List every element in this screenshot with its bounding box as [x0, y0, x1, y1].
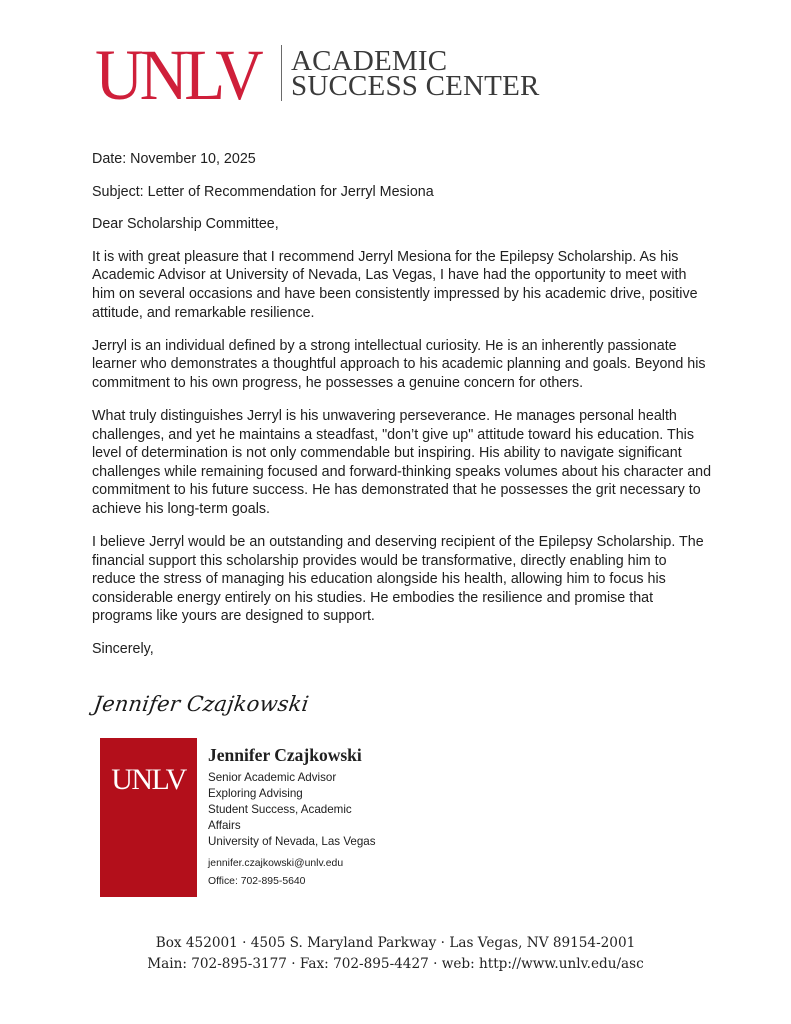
letter-paragraph: I believe Jerryl would be an outstanding and deserving recipient of the Epilepsy Scholarship. The financial support this scholarship provides would be transformative, directly enabling him to reduce the stress of managing his education alongside his health, allowing him to focus his considerable energy entirely on his studies. He embodies the resilience and promise that programs like yours are designed to support. — [92, 534, 704, 625]
letter-closing: Sincerely, — [92, 641, 154, 658]
handwritten-signature: Jennifer Czajkowski — [92, 692, 311, 716]
letter-paragraph: What truly distinguishes Jerryl is his unwavering perseverance. He manages personal health challenges, and yet he maintains a steadfast, "don’t give up" attitude toward his education. This level of determination is not only commendable but inspiring. His ability to navigate significant challenges while remaining focused and forward-thinking speaks volumes about his character and commitment to his future success. He has demonstrated that he possesses the grit necessary to achieve his long-term goals. — [92, 407, 712, 517]
wordmark-line-2: SUCCESS CENTER — [291, 70, 540, 102]
logo-divider — [281, 45, 282, 101]
letter-footer — [0, 933, 791, 975]
letter-salutation: Dear Scholarship Committee, — [92, 216, 279, 233]
card-department: Exploring Advising — [208, 787, 303, 800]
card-title: Senior Academic Advisor — [208, 771, 337, 784]
card-email-link[interactable]: jennifer.czajkowski@unlv.edu — [208, 858, 344, 869]
card-office-phone: Office: 702-895-5640 — [208, 876, 306, 887]
wordmark-line-1: ACADEMIC — [291, 45, 448, 77]
letter-date: Date: November 10, 2025 — [92, 151, 256, 167]
card-division-line-2: Affairs — [208, 819, 241, 832]
letter-paragraph: Jerryl is an individual defined by a strong intellectual curiosity. He is an inherently passionate learner who demonstrates a thoughtful approach to his academic planning and goals. Beyond his commitment to his own progress, he possesses a genuine concern for others. — [92, 337, 706, 391]
academic-success-center-wordmark — [291, 45, 540, 102]
card-unlv-logo: UNLV — [111, 763, 186, 796]
signature-card-details — [208, 744, 376, 891]
letter-subject: Subject: Letter of Recommendation for Jerryl Mesiona — [92, 183, 434, 200]
footer-address: Box 452001 · 4505 S. Maryland Parkway · Las Vegas, NV 89154-2001 — [155, 935, 636, 951]
letter-body — [92, 150, 712, 674]
letterhead — [95, 35, 540, 115]
card-university: University of Nevada, Las Vegas — [208, 835, 376, 848]
card-division-line-1: Student Success, Academic — [208, 803, 352, 816]
footer-contact: Main: 702-895-3177 · Fax: 702-895-4427 · web: http://www.unlv.edu/asc — [147, 956, 644, 972]
letter-paragraph: It is with great pleasure that I recommend Jerryl Mesiona for the Epilepsy Scholarship. As his Academic Advisor at University of Nevada, Las Vegas, I have had the opportunity to meet with him on several occasions and have been consistently impressed by his academic drive, positive attitude, and remarkable resilience. — [92, 248, 698, 321]
unlv-logo: UNLV — [95, 35, 260, 115]
signature-card-logo-block — [100, 738, 197, 897]
card-name: Jennifer Czajkowski — [208, 745, 362, 765]
